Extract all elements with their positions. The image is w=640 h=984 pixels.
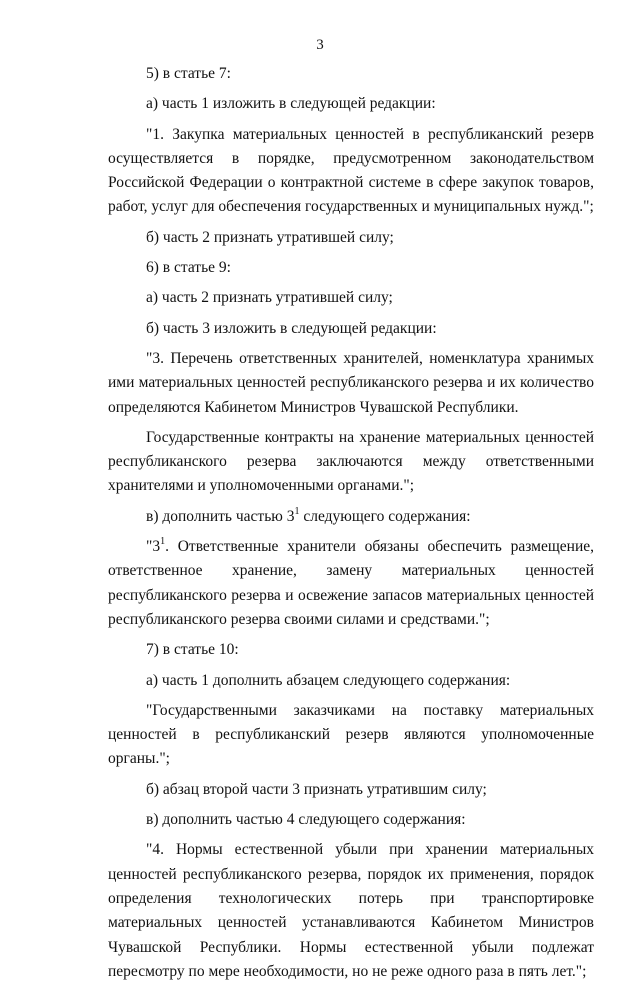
paragraph-article-10-a: а) часть 1 дополнить абзацем следующего содержания: [146, 671, 511, 689]
paragraph-article-9-part-3: "3. Перечень ответственных хранителей, номенклатура хранимых ими материальных ценностей республиканского резерва и их количество определяются Кабинетом Министров Чувашской Республики. [108, 349, 594, 416]
paragraph-article-9-contracts: Государственные контракты на хранение материальных ценностей республиканского резерва заключаются между ответственными хранителями и уполномоченными органами."; [108, 428, 594, 495]
superscript: 1 [294, 505, 300, 517]
paragraph-article-9-a: а) часть 2 признать утратившей силу; [146, 289, 393, 307]
text-segment: следующего содержания: [299, 507, 471, 525]
paragraph-article-7-b: б) часть 2 признать утратившей силу; [146, 228, 394, 246]
text-segment: в) дополнить частью 3 [146, 507, 295, 525]
paragraph-article-7-part-1: "1. Закупка материальных ценностей в республиканский резерв осуществляется в порядке, предусмотренном законодательством Российской Федерации о контрактной системе в сфере закупок товаров, работ, услуг для обеспечения государственных и муниципальных нужд."; [108, 125, 594, 216]
paragraph-article-10-customers: "Государственными заказчиками на поставку материальных ценностей в республиканский резерв являются уполномоченные органы."; [108, 701, 594, 768]
paragraph-article-7-a: а) часть 1 изложить в следующей редакции: [146, 95, 436, 113]
superscript: 1 [160, 535, 166, 547]
paragraph-article-9-c [108, 505, 594, 529]
paragraph-article-9-b: б) часть 3 изложить в следующей редакции: [146, 319, 437, 337]
paragraph-article-10-b: б) абзац второй части 3 признать утратившим силу; [146, 780, 487, 798]
paragraph-article-10-heading: 7) в статье 10: [146, 641, 239, 659]
paragraph-article-10-part-4: "4. Нормы естественной убыли при хранении материальных ценностей республиканского резерва, порядок их применения, порядок определения технологических потерь при транспортировке материальных ценностей устанавливаются Кабинетом Министров Чувашской Республики. Нормы естественной убыли подлежат пересмотру по мере необходимости, но не реже одного раза в пять лет."; [108, 841, 594, 980]
page-number: 3 [316, 37, 324, 53]
text-segment: . Ответственные хранители обязаны обеспечить размещение, ответственное хранение, замену материальных ценностей республиканского резерва и освежение запасов материальных ценностей республиканского резерва своими силами и средствами."; [108, 538, 594, 628]
paragraph-article-7-heading: 5) в статье 7: [146, 65, 231, 82]
text-segment: "3 [146, 538, 161, 556]
paragraph-article-9-part-3-1 [108, 535, 594, 632]
paragraph-article-9-heading: 6) в статье 9: [146, 259, 231, 277]
document-body [108, 62, 594, 984]
paragraph-article-10-c: в) дополнить частью 4 следующего содержания: [146, 811, 466, 829]
